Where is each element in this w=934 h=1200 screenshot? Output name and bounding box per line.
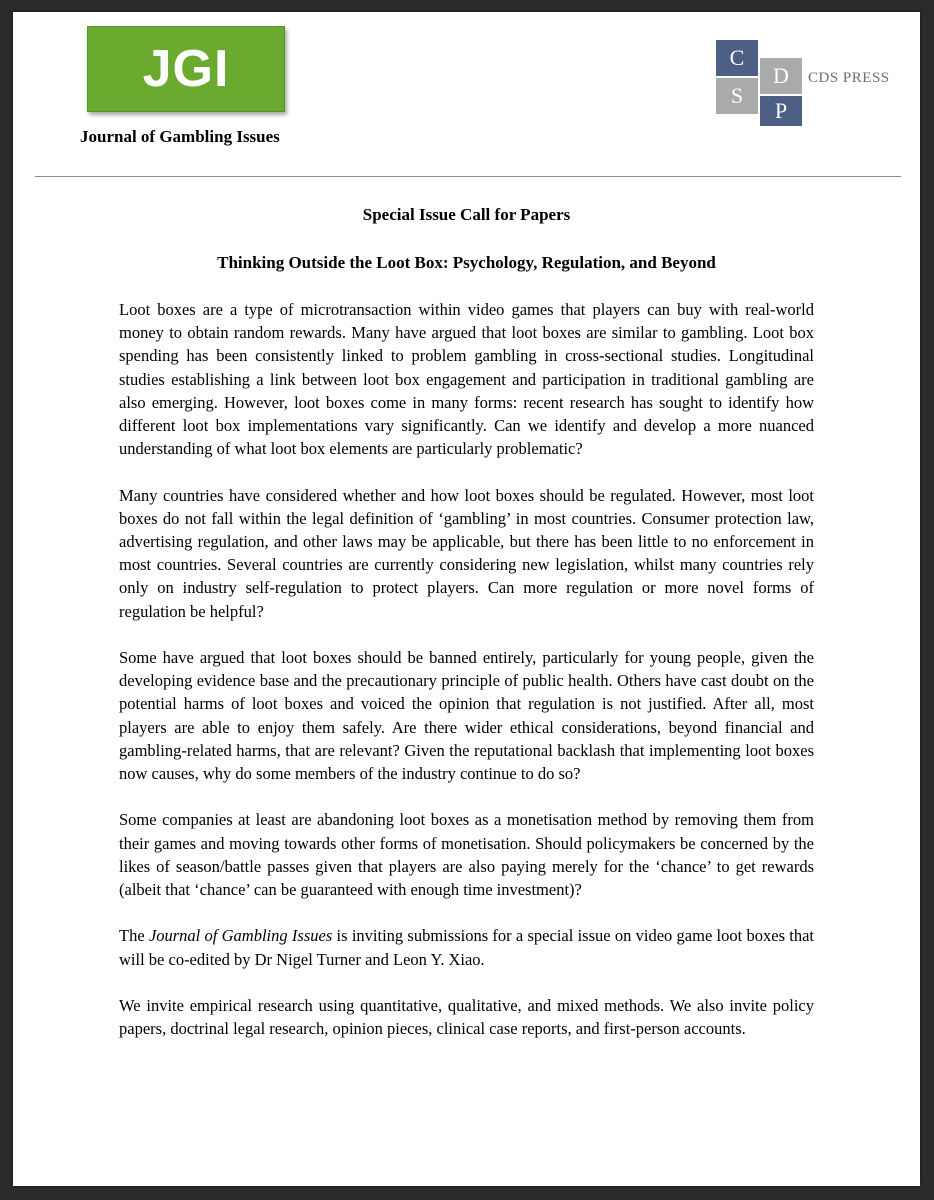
cds-press-name: CDS PRESS	[808, 70, 890, 86]
invite-prefix: The	[119, 926, 149, 946]
document-page	[13, 12, 920, 1186]
paragraph-4: Some companies at least are abandoning loot boxes as a monetisation method by removing them from their games and moving towards other forms of monetisation. Should policymakers be concerned by the likes of season/battle passes given that players are also paying merely for the ‘chance’ to get rewards (albeit that ‘chance’ can be guaranteed with enough time investment)?	[119, 810, 814, 900]
header-divider	[35, 176, 901, 177]
cds-letter-p: P	[760, 96, 802, 126]
cds-letter-s: S	[716, 78, 758, 114]
paragraph-final: We invite empirical research using quantitative, qualitative, and mixed methods. We also invite policy papers, doctrinal legal research, opinion pieces, clinical case reports, and first-person accounts.	[119, 996, 814, 1039]
journal-italic: Journal of Gambling Issues	[148, 926, 333, 946]
cds-press-logo	[716, 40, 896, 123]
journal-name: Journal of Gambling Issues	[80, 127, 280, 146]
cds-letter-c: C	[716, 40, 758, 76]
paragraph-invite	[119, 924, 814, 970]
invite-suffix: is inviting submissions for a special issue on video game loot boxes that will be co-edited by Dr Nigel Turner and Leon Y. Xiao.	[119, 926, 815, 969]
body-text	[119, 298, 814, 1064]
paragraph-1: Loot boxes are a type of microtransaction within video games that players can buy with real-world money to obtain random rewards. Many have argued that loot boxes are similar to gambling. Loot box spending has been consistently linked to problem gambling in cross-sectional studies. Longitudinal studies establishing a link between loot box engagement and participation in traditional gambling are also emerging. However, loot boxes come in many forms: recent research has sought to identify how different loot box implementations vary significantly. Can we identify and develop a more nuanced understanding of what loot box elements are particularly problematic?	[119, 300, 814, 459]
call-heading: Special Issue Call for Papers	[362, 205, 571, 224]
paragraph-3: Some have argued that loot boxes should be banned entirely, particularly for young people, given the developing evidence base and the precautionary principle of public health. Others have cast doubt on the potential harms of loot boxes and voiced the opinion that regulation is not justified. After all, most players are able to enjoy them safely. Are there wider ethical considerations, beyond financial and gambling-related harms, that are relevant? Given the reputational backlash that implementing loot boxes now causes, why do some members of the industry continue to do so?	[119, 648, 814, 784]
paragraph-2: Many countries have considered whether and how loot boxes should be regulated. However, most loot boxes do not fall within the legal definition of ‘gambling’ in most countries. Consumer protection law, advertising regulation, and other laws may be applicable, but there has been little to no enforcement in most countries. Several countries are currently considering new legislation, whilst many countries rely only on industry self-regulation to protect players. Can more regulation or more novel forms of regulation be helpful?	[119, 485, 814, 621]
jgi-logo-text: JGI	[142, 40, 230, 98]
jgi-logo	[87, 26, 285, 112]
issue-title: Thinking Outside the Loot Box: Psychology, Regulation, and Beyond	[217, 253, 716, 272]
cds-letter-d: D	[760, 58, 802, 94]
